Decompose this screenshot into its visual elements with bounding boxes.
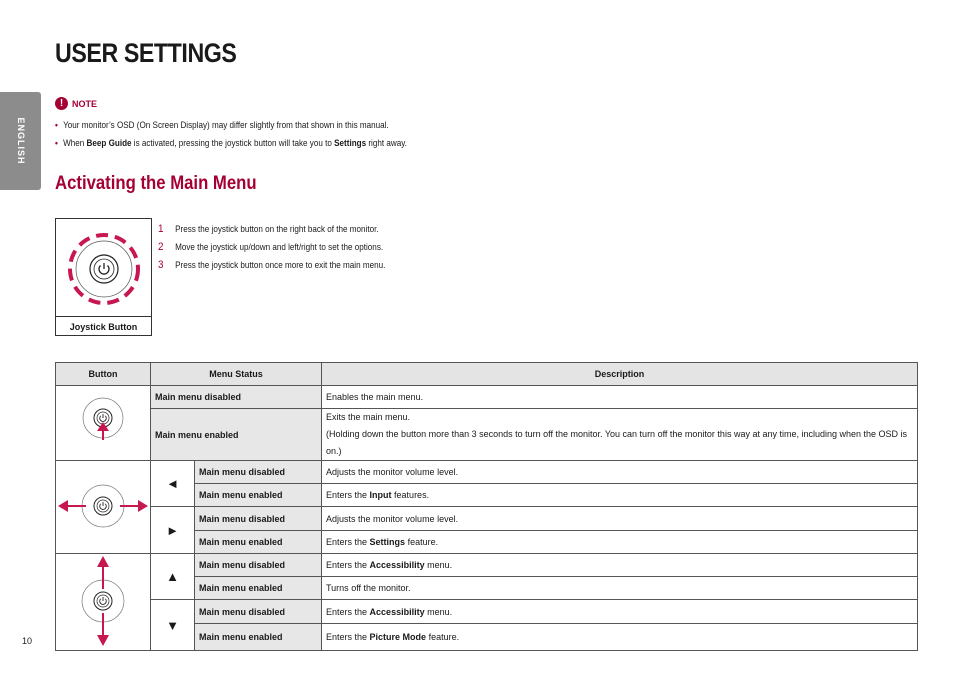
description-cell: Adjusts the monitor volume level.: [322, 507, 918, 531]
arrow-left-right-icon: [56, 461, 151, 551]
status-cell: Main menu disabled: [195, 600, 322, 624]
description-cell: Enters the Picture Mode feature.: [322, 624, 918, 651]
button-function-table: [55, 362, 918, 651]
note-label: NOTE: [72, 98, 98, 109]
note-item: [55, 136, 407, 154]
status-cell: Main menu enabled: [195, 624, 322, 651]
arrow-right-icon: [138, 500, 148, 512]
language-tab-label: ENGLISH: [15, 117, 26, 165]
description-cell: Enters the Settings feature.: [322, 531, 918, 554]
language-tab: [0, 92, 41, 190]
table-row: [56, 507, 918, 531]
steps-list: [158, 222, 411, 276]
step-item: [158, 258, 385, 276]
note-text: Your monitor’s OSD (On Screen Display) may differ slightly from that shown in this manual.: [63, 120, 389, 130]
bullet-icon: •: [55, 138, 58, 148]
joystick-caption: Joystick Button: [56, 316, 151, 337]
step-item: [158, 222, 385, 240]
arrow-up-down-icon: [56, 554, 151, 648]
bullet-icon: •: [55, 120, 58, 130]
note-header: [55, 97, 97, 110]
step-text: Press the joystick button once more to exit the main menu.: [175, 260, 386, 270]
table-row: [56, 461, 918, 484]
status-cell: Main menu disabled: [195, 554, 322, 577]
description-cell: Turns off the monitor.: [322, 577, 918, 600]
status-cell: Main menu enabled: [195, 484, 322, 507]
joystick-press-icon: [73, 392, 133, 452]
status-cell: Main menu enabled: [195, 531, 322, 554]
description-cell: Adjusts the monitor volume level.: [322, 461, 918, 484]
note-item: [55, 118, 407, 136]
left-arrow-symbol: ◄: [151, 461, 195, 507]
table-header-row: [56, 363, 918, 386]
joystick-figure: [55, 218, 152, 336]
joystick-icon: [56, 219, 153, 316]
table-row: [56, 554, 918, 577]
step-text: Press the joystick button on the right back of the monitor.: [175, 224, 379, 234]
step-number: 1: [158, 223, 164, 235]
step-number: 3: [158, 259, 164, 271]
description-cell: Enables the main menu.: [322, 386, 918, 409]
note-text: When Beep Guide is activated, pressing the joystick button will take you to Settings right away.: [63, 138, 407, 148]
table-row: [56, 409, 918, 461]
right-arrow-symbol: ►: [151, 507, 195, 554]
page-title: USER SETTINGS: [55, 38, 237, 68]
header-button: Button: [56, 363, 151, 386]
description-cell: Enters the Accessibility menu.: [322, 554, 918, 577]
description-cell: Enters the Input features.: [322, 484, 918, 507]
arrow-left-icon: [58, 500, 68, 512]
press-button-cell: [56, 386, 151, 461]
status-cell: Main menu disabled: [195, 507, 322, 531]
status-cell: Main menu disabled: [151, 386, 322, 409]
table-row: [56, 386, 918, 409]
up-arrow-symbol: ▲: [151, 554, 195, 600]
status-cell: Main menu enabled: [195, 577, 322, 600]
arrow-up-icon: [97, 556, 109, 567]
table-row: [56, 600, 918, 624]
up-down-button-cell: [56, 554, 151, 651]
down-arrow-symbol: ▼: [151, 600, 195, 651]
step-text: Move the joystick up/down and left/right to set the options.: [175, 242, 384, 252]
exclamation-icon: !: [55, 97, 68, 110]
page-number: 10: [22, 636, 33, 646]
description-cell: Exits the main menu. (Holding down the button more than 3 seconds to turn off the monitor. You can turn off the monitor this way at any time, including when the OSD is on.): [322, 409, 918, 461]
status-cell: Main menu disabled: [195, 461, 322, 484]
header-description: Description: [322, 363, 918, 386]
left-right-button-cell: [56, 461, 151, 554]
status-cell: Main menu enabled: [151, 409, 322, 461]
description-cell: Enters the Accessibility menu.: [322, 600, 918, 624]
section-title: Activating the Main Menu: [55, 173, 257, 194]
arrow-down-icon: [97, 635, 109, 646]
header-menu-status: Menu Status: [151, 363, 322, 386]
step-number: 2: [158, 241, 164, 253]
note-list: [55, 118, 446, 154]
step-item: [158, 240, 385, 258]
